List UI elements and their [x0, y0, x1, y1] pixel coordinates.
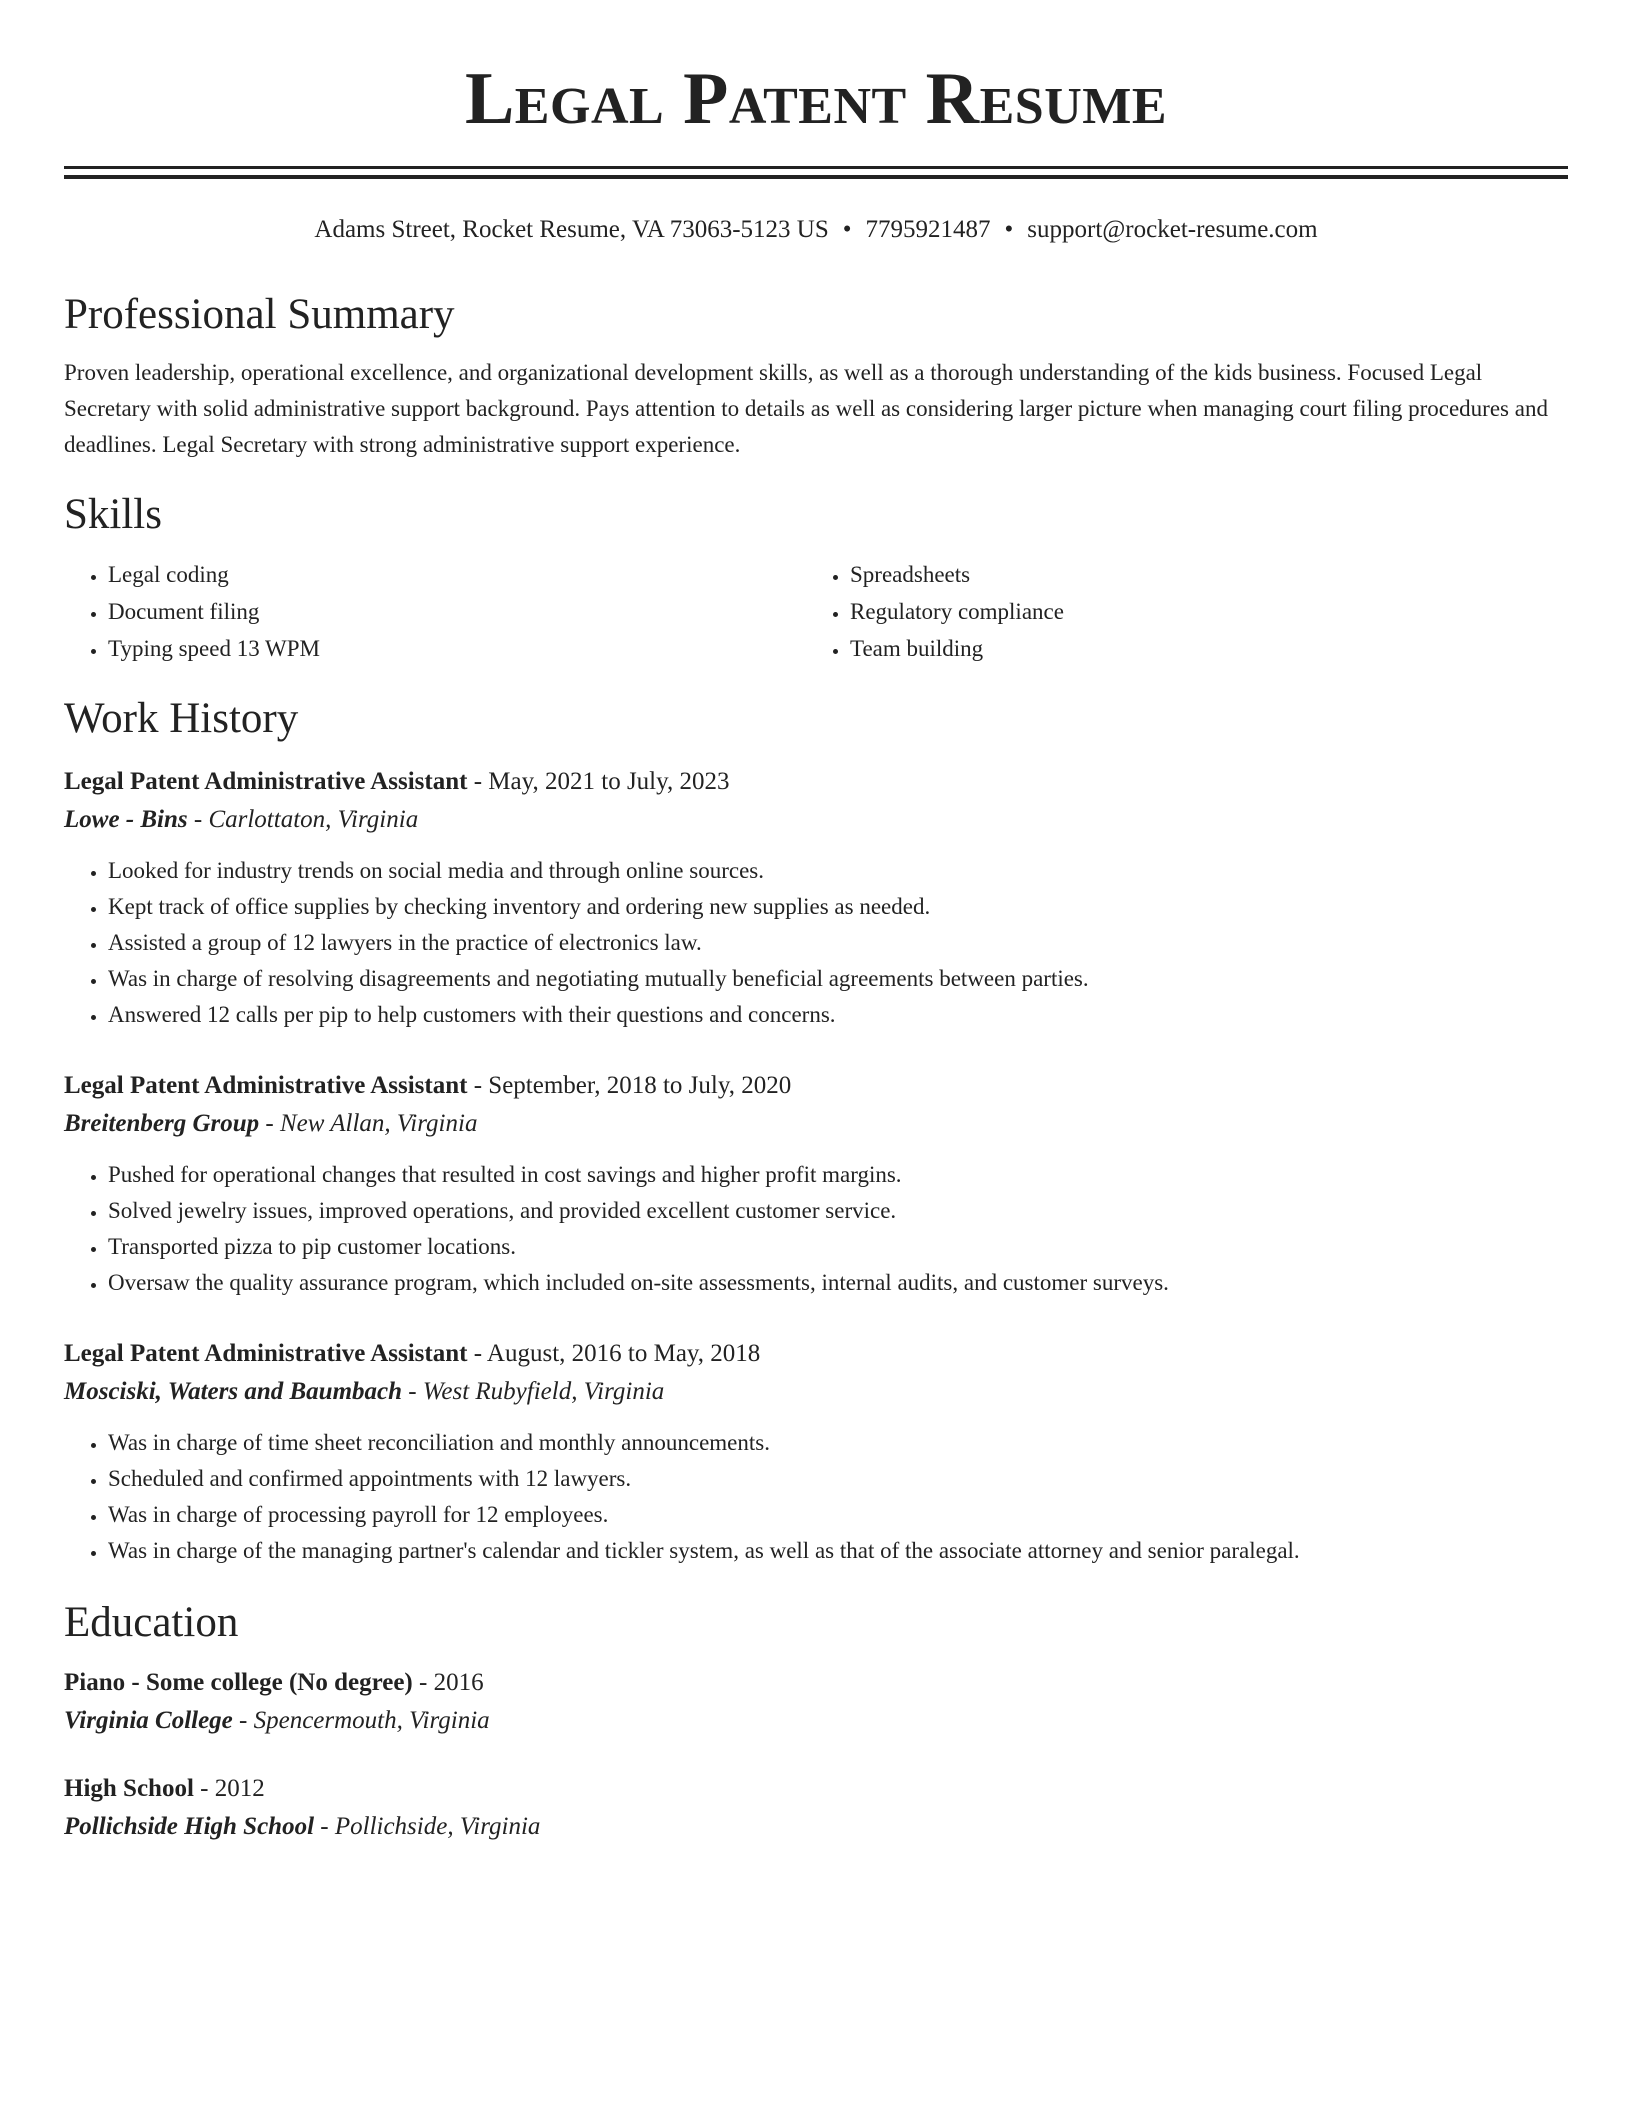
education-school-line — [64, 1808, 1568, 1846]
job-title-line — [64, 1335, 1568, 1373]
job-title-line — [64, 763, 1568, 801]
skill-item: • Typing speed 13 WPM — [108, 630, 806, 667]
title-rule-bottom — [64, 175, 1568, 179]
job-bullet: • Kept track of office supplies by checking inventory and ordering new supplies as needed. — [108, 889, 1568, 925]
job-company: Lowe - Bins — [64, 805, 188, 833]
contact-separator: • — [842, 216, 852, 243]
education-location: - Spencermouth, Virginia — [232, 1707, 490, 1735]
job-company-line — [64, 1373, 1568, 1411]
job-bullet: • Pushed for operational changes that resulted in cost savings and higher profit margins. — [108, 1157, 1568, 1193]
title-rule-top — [64, 166, 1568, 169]
contact-phone: 7795921487 — [865, 216, 991, 243]
skills-list — [64, 556, 1568, 667]
contact-separator: • — [1004, 216, 1014, 243]
job-bullet: • Was in charge of time sheet reconciliation and monthly announcements. — [108, 1425, 1568, 1461]
job-company: Breitenberg Group — [64, 1109, 260, 1137]
education-school-line — [64, 1702, 1568, 1740]
skill-item: • Legal coding — [108, 556, 806, 593]
skills-column-left — [64, 556, 806, 667]
job-bullet: • Answered 12 calls per pip to help customers with their questions and concerns. — [108, 997, 1568, 1033]
education-school: Virginia College — [64, 1707, 233, 1735]
job-bullet: • Was in charge of resolving disagreements and negotiating mutually beneficial agreements between parties. — [108, 961, 1568, 997]
job-company-line — [64, 1105, 1568, 1143]
job-entry — [64, 763, 1568, 1033]
education-location: - Pollichside, Virginia — [314, 1813, 541, 1841]
education-entry — [64, 1770, 1568, 1846]
education-heading: Education — [64, 1598, 239, 1646]
job-dates: - September, 2018 to July, 2020 — [467, 1071, 792, 1099]
job-location: - Carlottaton, Virginia — [187, 805, 419, 833]
skill-item: • Document filing — [108, 593, 806, 630]
job-bullet: • Transported pizza to pip customer locations. — [108, 1229, 1568, 1265]
skills-heading: Skills — [64, 490, 162, 538]
education-year: - 2016 — [412, 1669, 484, 1697]
contact-address: Adams Street, Rocket Resume, VA 73063-5123 US — [314, 216, 829, 243]
job-title-line — [64, 1067, 1568, 1105]
job-entry — [64, 1335, 1568, 1569]
resume-page — [64, 0, 1568, 1846]
education-school: Pollichside High School — [64, 1813, 315, 1841]
job-location: - West Rubyfield, Virginia — [402, 1377, 665, 1405]
education-degree: Piano - Some college (No degree) — [64, 1669, 413, 1697]
job-bullets — [64, 1157, 1568, 1301]
summary-heading: Professional Summary — [64, 291, 455, 338]
job-location: - New Allan, Virginia — [259, 1109, 478, 1137]
job-bullet: • Solved jewelry issues, improved operations, and provided excellent customer service. — [108, 1193, 1568, 1229]
summary-text: Proven leadership, operational excellence, and organizational development skills, as well as a thorough understanding of the kids business. Focused Legal Secretary with solid administrative support background. Pays attention to details as well as considering larger picture when managing court filing procedures and deadlines. Legal Secretary with strong administrative support experience. — [64, 359, 1548, 457]
skill-item: • Spreadsheets — [850, 556, 1548, 593]
education-degree-line — [64, 1770, 1568, 1808]
resume-title: Legal Patent Resume — [464, 58, 1168, 140]
education-degree-line — [64, 1664, 1568, 1702]
work-history-heading: Work History — [64, 695, 299, 743]
skill-item: • Regulatory compliance — [850, 593, 1548, 630]
job-title: Legal Patent Administrative Assistant — [64, 1339, 468, 1367]
education-degree: High School — [64, 1775, 194, 1803]
job-bullet: • Assisted a group of 12 lawyers in the practice of electronics law. — [108, 925, 1568, 961]
job-bullets — [64, 853, 1568, 1033]
job-title: Legal Patent Administrative Assistant — [64, 1071, 468, 1099]
job-bullet: • Looked for industry trends on social media and through online sources. — [108, 853, 1568, 889]
job-bullets — [64, 1425, 1568, 1569]
skill-item: • Team building — [850, 630, 1548, 667]
contact-email: support@rocket-resume.com — [1027, 216, 1318, 243]
job-bullet: • Oversaw the quality assurance program, which included on-site assessments, internal audits, and customer surveys. — [108, 1265, 1568, 1301]
job-dates: - August, 2016 to May, 2018 — [467, 1339, 761, 1367]
job-company: Mosciski, Waters and Baumbach — [64, 1377, 403, 1405]
job-bullet: • Scheduled and confirmed appointments with 12 lawyers. — [108, 1461, 1568, 1497]
contact-line — [64, 215, 1568, 245]
job-bullet: • Was in charge of the managing partner's calendar and tickler system, as well as that of the associate attorney and senior paralegal. — [108, 1533, 1568, 1569]
job-company-line — [64, 801, 1568, 839]
job-dates: - May, 2021 to July, 2023 — [467, 767, 730, 795]
education-year: - 2012 — [193, 1775, 265, 1803]
job-bullet: • Was in charge of processing payroll for 12 employees. — [108, 1497, 1568, 1533]
job-entry — [64, 1067, 1568, 1301]
education-entry — [64, 1664, 1568, 1740]
skills-column-right — [806, 556, 1548, 667]
job-title: Legal Patent Administrative Assistant — [64, 767, 468, 795]
